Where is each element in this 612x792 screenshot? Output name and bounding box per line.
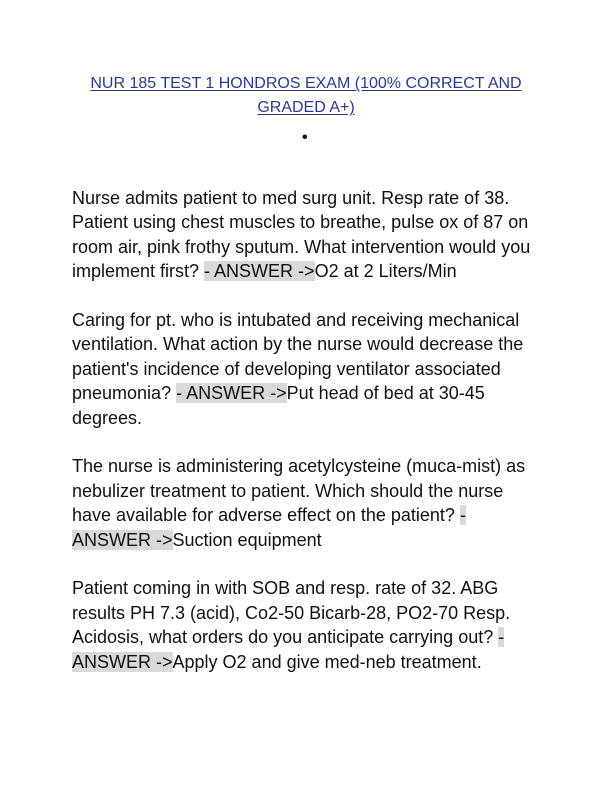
answer-tag: - ANSWER -> <box>204 261 315 282</box>
question-text: Nurse admits patient to med surg unit. Resp rate of 38. Patient using chest muscles to breathe, pulse ox of 87 on room air, pink frothy sputum. What intervention would you implement first? <box>72 188 531 282</box>
qa-item-1 <box>72 186 544 284</box>
answer-tag: - ANSWER -> <box>72 505 466 550</box>
qa-list <box>72 186 544 698</box>
qa-item-4 <box>72 576 544 674</box>
answer-text: Apply O2 and give med-neb treatment. <box>172 651 482 672</box>
separator-dot: • <box>302 129 308 146</box>
question-text: Patient coming in with SOB and resp. rate of 32. ABG results PH 7.3 (acid), Co2-50 Bicarb-28, PO2-70 Resp. Acidosis, what orders do you anticipate carrying out? <box>72 578 511 648</box>
title-line-2: GRADED A+) <box>257 99 355 116</box>
document-title <box>72 72 540 120</box>
answer-text: Suction equipment <box>172 529 322 550</box>
answer-tag: - ANSWER -> <box>72 627 505 672</box>
question-text: Caring for pt. who is intubated and receiving mechanical ventilation. What action by the nurse would decrease the patient's incidence of developing ventilator associated pneumonia? <box>72 310 524 404</box>
qa-item-3 <box>72 454 544 552</box>
qa-item-2 <box>72 308 544 430</box>
title-line-1: NUR 185 TEST 1 HONDROS EXAM (100% CORRECT AND <box>90 75 522 92</box>
answer-tag: - ANSWER -> <box>176 383 287 404</box>
answer-text: Put head of bed at 30-45 degrees. <box>72 383 485 428</box>
question-text: The nurse is administering acetylcysteine (muca-mist) as nebulizer treatment to patient. Which should the nurse have available for adverse effect on the patient? <box>72 456 526 526</box>
answer-text: O2 at 2 Liters/Min <box>314 261 457 282</box>
